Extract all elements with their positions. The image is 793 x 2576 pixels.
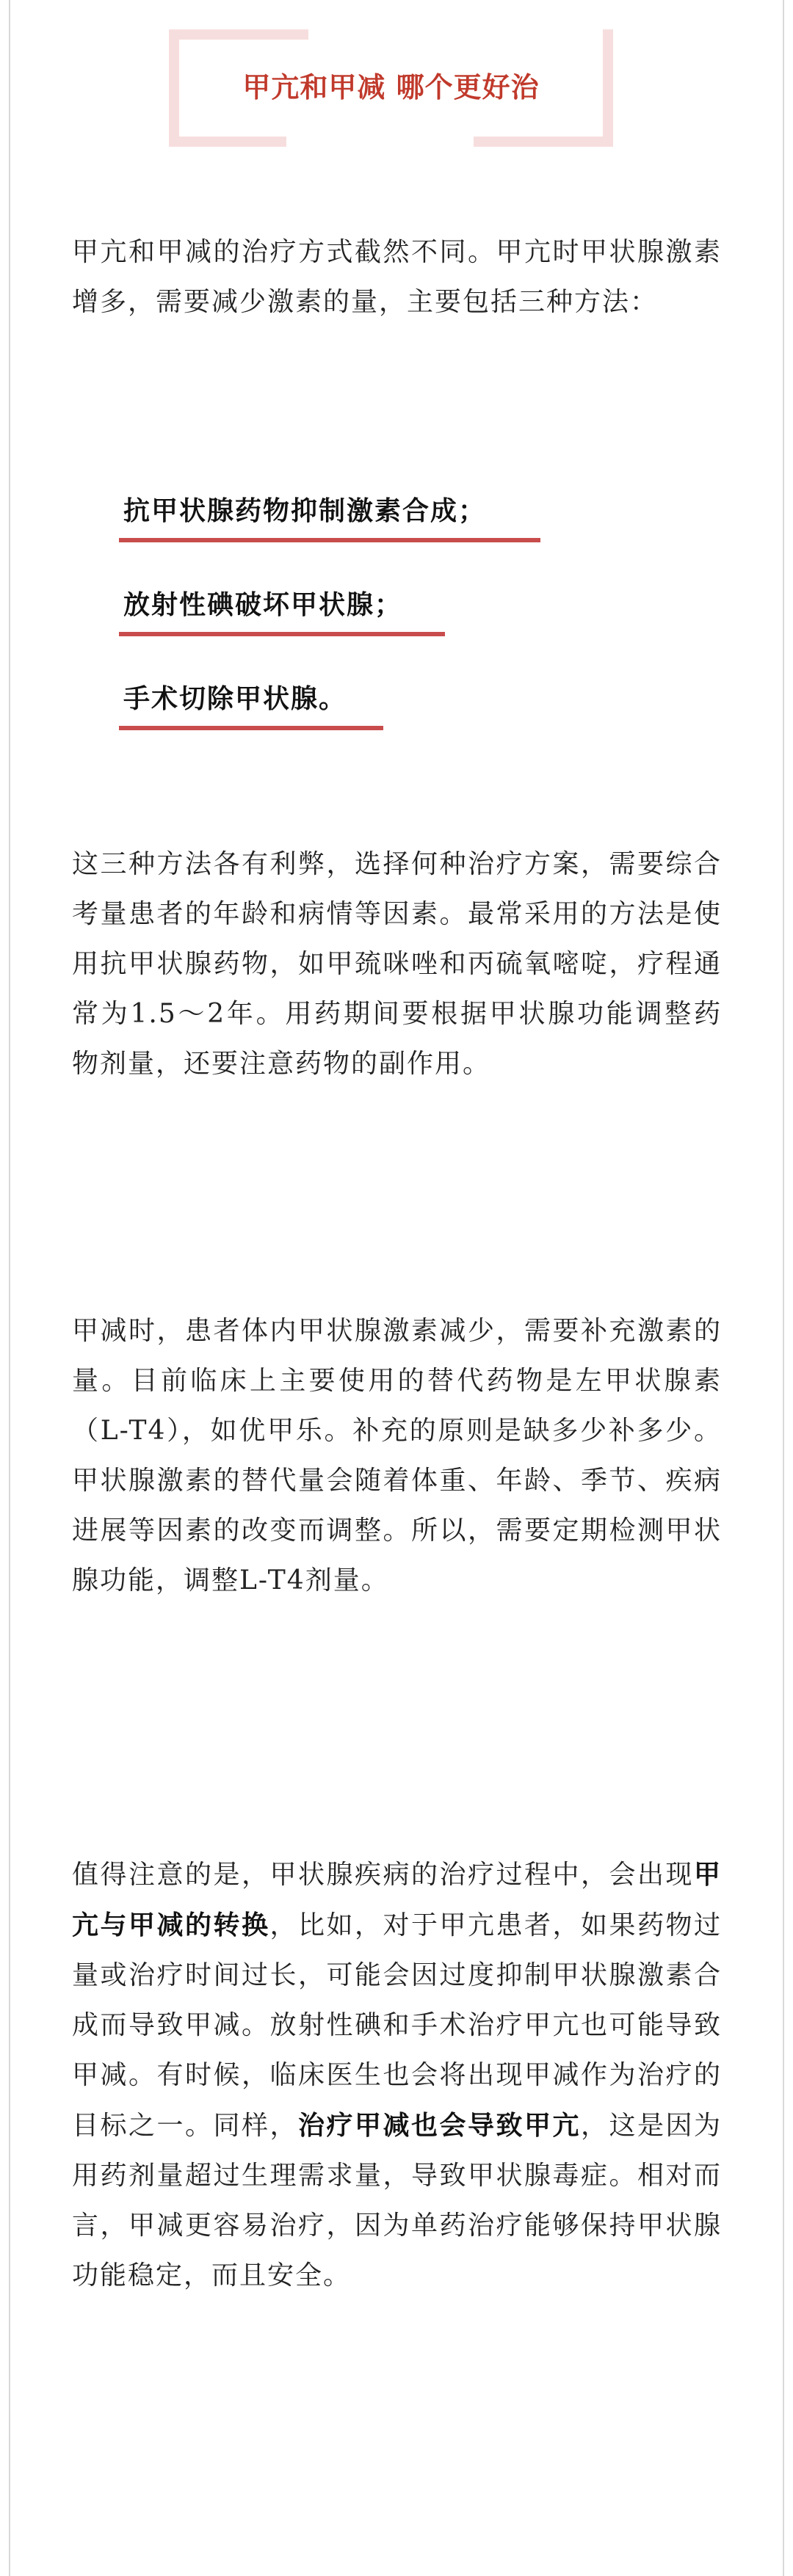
paragraph-conversion	[72, 1849, 722, 2301]
paragraph-intro: 甲亢和甲减的治疗方式截然不同。甲亢时甲状腺激素增多，需要减少激素的量，主要包括三种方法：	[72, 237, 722, 317]
paragraph-hypothyroid: 甲减时，患者体内甲状腺激素减少，需要补充激素的量。目前临床上主要使用的替代药物是左甲状腺素（L-T4），如优甲乐。补充的原则是缺多少补多少。甲状腺激素的替代量会随着体重、年龄、季节、疾病进展等因素的改变而调整。所以，需要定期检测甲状腺功能，调整L-T4剂量。	[72, 1316, 722, 1596]
conversion-text-c: ，比如，对于甲亢患者，如果药物过量或治疗时间过长，可能会因过度抑制甲状腺激素合成而导致甲减。放射性碘和手术治疗甲亢也可能导致甲减。有时候，临床医生也会将出现甲减作为治疗的目标之一。同样，	[72, 1910, 722, 2141]
emphasis-conversion: 甲亢与甲减的转换	[72, 1859, 722, 1940]
method-item-1	[123, 490, 486, 542]
method-label-3: 手术切除甲状腺。	[123, 683, 347, 714]
emphasis-hypo-to-hyper: 治疗甲减也会导致甲亢	[297, 2110, 581, 2141]
method-underline-2	[119, 632, 445, 636]
title-block	[169, 29, 613, 147]
method-underline-1	[119, 538, 540, 542]
page-title: 甲亢和甲减 哪个更好治	[242, 70, 540, 103]
method-label-2: 放射性碘破坏甲状腺；	[123, 589, 403, 620]
conversion-text-e: ，这是因为用药剂量超过生理需求量，导致甲状腺毒症。相对而言，甲减更容易治疗，因为单药治疗能够保持甲状腺功能稳定，而且安全。	[72, 2111, 722, 2291]
right-border-line	[783, 0, 784, 2576]
paragraph-tradeoffs: 这三种方法各有利弊，选择何种治疗方案，需要综合考量患者的年龄和病情等因素。最常采用的方法是使用抗甲状腺药物，如甲巯咪唑和丙硫氧嘧啶，疗程通常为1.5～2年。用药期间要根据甲状腺功能调整药物剂量，还要注意药物的副作用。	[72, 849, 722, 1079]
method-item-2	[123, 584, 402, 636]
conversion-text-a: 值得注意的是，甲状腺疾病的治疗过程中，会出现	[72, 1860, 694, 1890]
method-underline-3	[119, 726, 383, 730]
left-border-line	[9, 0, 10, 2576]
method-item-3	[123, 678, 347, 730]
method-label-1: 抗甲状腺药物抑制激素合成；	[123, 495, 487, 526]
